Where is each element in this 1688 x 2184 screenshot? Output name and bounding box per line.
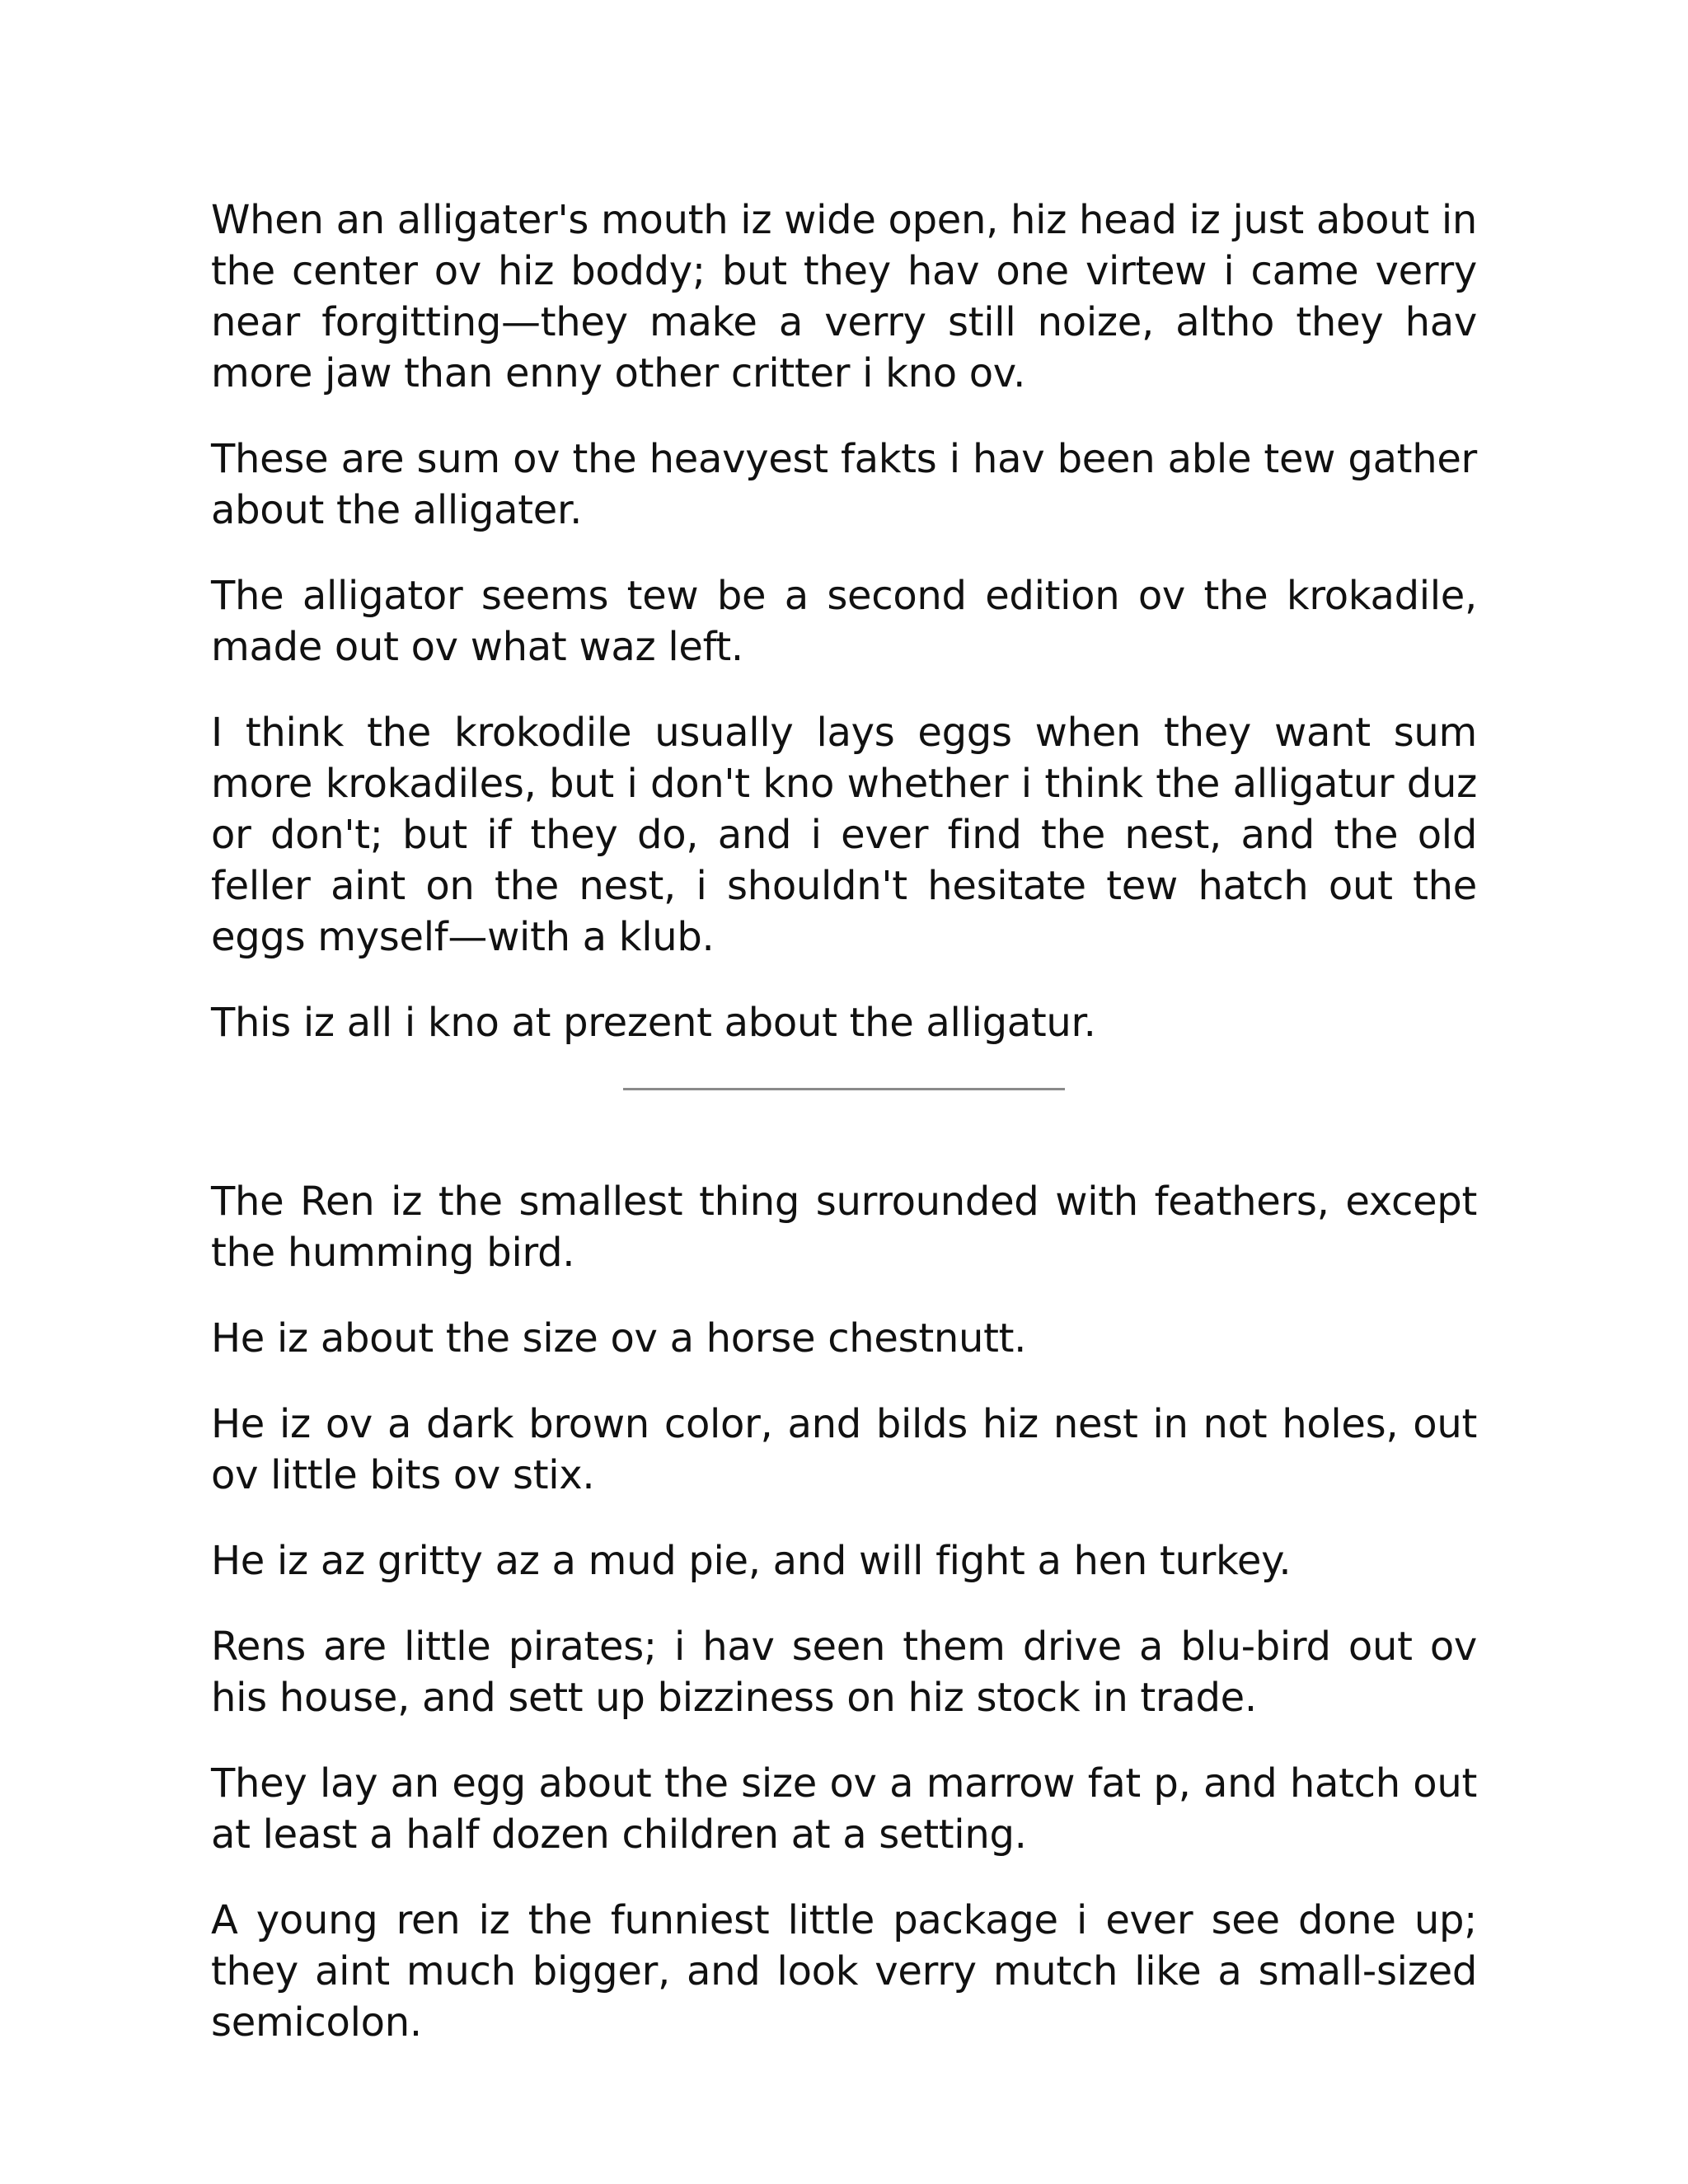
paragraph: When an alligater's mouth iz wide open, hiz head iz just about in the center ov hiz boddy; but they hav one virtew i came verry near forgitting—they make a verry still noize, altho they hav more jaw than enny other critter i kno ov. (211, 197, 1477, 396)
paragraph: He iz about the size ov a horse chestnutt. (211, 1315, 1027, 1361)
paragraph: A young ren iz the funniest little package i ever see done up; they aint much bigger, and look verry mutch like a small-sized semicolon. (211, 1897, 1477, 2046)
paragraph: They lay an egg about the size ov a marrow fat p, and hatch out at least a half dozen children at a setting. (211, 1760, 1477, 1858)
document-page (211, 194, 1477, 2083)
paragraph: These are sum ov the heavyest fakts i hav been able tew gather about the alligater. (211, 436, 1477, 533)
alligator-section (211, 194, 1477, 1048)
ren-section (211, 1176, 1477, 2048)
paragraph: This iz all i kno at prezent about the alligatur. (211, 1000, 1096, 1046)
paragraph: The Ren iz the smallest thing surrounded with feathers, except the humming bird. (211, 1179, 1477, 1276)
paragraph: The alligator seems tew be a second edition ov the krokadile, made out ov what waz left. (211, 573, 1477, 670)
paragraph: I think the krokodile usually lays eggs when they want sum more krokadiles, but i don't kno whether i think the alligatur duz or don't; but if they do, and i ever find the nest, and the old feller aint on the nest, i shouldn't hesitate tew hatch out the eggs myself—with a klub. (211, 710, 1477, 960)
paragraph: He iz az gritty az a mud pie, and will fight a hen turkey. (211, 1538, 1292, 1584)
paragraph: He iz ov a dark brown color, and bilds hiz nest in not holes, out ov little bits ov stix. (211, 1401, 1477, 1498)
section-divider (623, 1088, 1065, 1090)
paragraph: Rens are little pirates; i hav seen them drive a blu-bird out ov his house, and sett up bizziness on hiz stock in trade. (211, 1624, 1477, 1721)
